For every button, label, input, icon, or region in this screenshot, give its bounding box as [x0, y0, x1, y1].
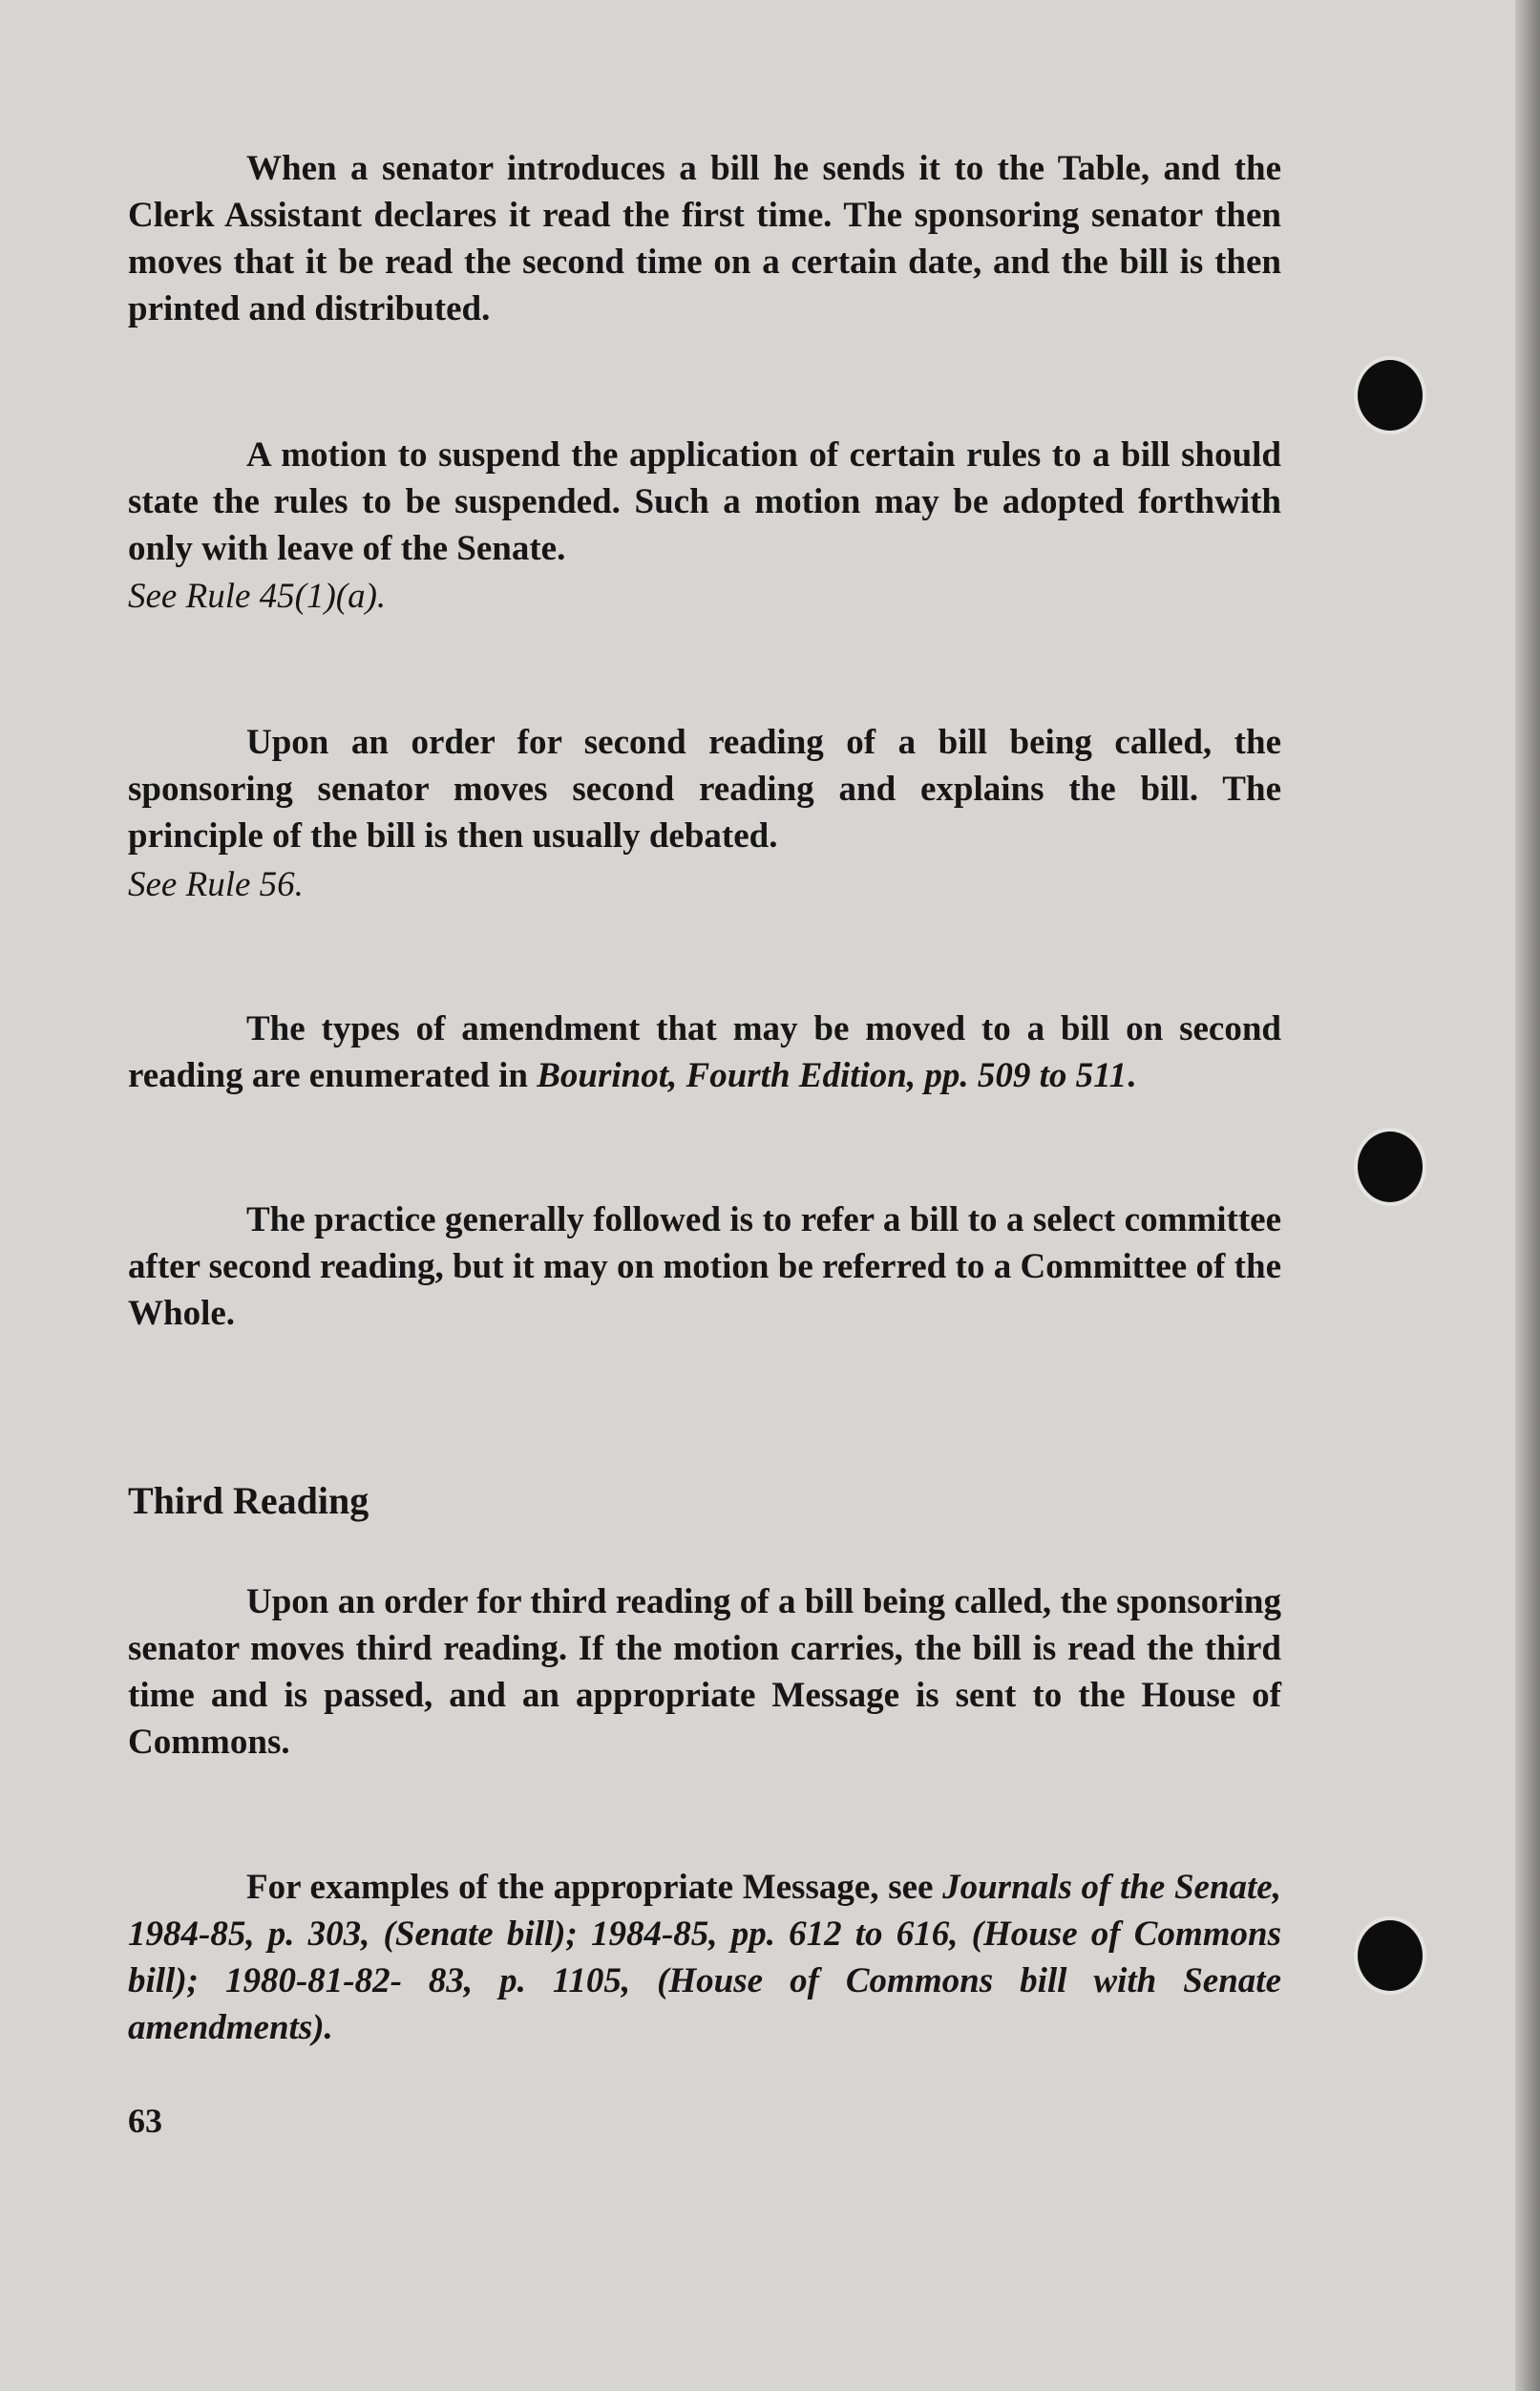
reference-rule-56: See Rule 56.: [128, 865, 304, 904]
paragraph-message-examples: [128, 1864, 1281, 2051]
punch-hole-middle: [1358, 1132, 1423, 1202]
paragraph-third-reading: Upon an order for third reading of a bill being called, the sponsoring senator moves third reading. If the motion carries, the bill is read the third time and is passed, and an appropriate Message is sent to the House of Commons.: [128, 1582, 1281, 1762]
journals-reference: Journals of the Senate, 1984-85, p. 303, (Senate bill); 1984-85, pp. 612 to 616, (House of Commons bill); 1980-81-82- 83, p. 1105, (House of Commons bill with Senate amendments).: [128, 1868, 1281, 2047]
paragraph-suspend-rules: A motion to suspend the application of certain rules to a bill should state the rules to be suspended. Such a motion may be adopted forthwith only with leave of the Senate.: [128, 435, 1281, 568]
paragraph-first-reading: When a senator introduces a bill he sends it to the Table, and the Clerk Assistant declares it read the first time. The sponsoring senator then moves that it be read the second time on a certain date, and the bill is then printed and distributed.: [128, 149, 1281, 328]
paragraph-second-reading: Upon an order for second reading of a bill being called, the sponsoring senator moves second reading and explains the bill. The principle of the bill is then usually debated.: [128, 723, 1281, 856]
punch-hole-top: [1358, 360, 1423, 431]
examples-text: For examples of the appropriate Message, see: [246, 1868, 943, 1907]
reference-rule-45: See Rule 45(1)(a).: [128, 577, 387, 616]
bourinot-reference: Bourinot, Fourth Edition, pp. 509 to 511: [537, 1056, 1128, 1095]
page-number: 63: [128, 2102, 162, 2140]
punch-hole-bottom: [1358, 1920, 1423, 1991]
paragraph-committee-referral: The practice generally followed is to refer a bill to a select committee after second reading, but it may on motion be referred to a Committee of the Whole.: [128, 1200, 1281, 1333]
amendment-period: .: [1127, 1056, 1136, 1095]
section-heading-third-reading: Third Reading: [128, 1479, 369, 1522]
paragraph-amendment-types: [128, 1005, 1281, 1099]
amendment-text: The types of amendment that may be moved to a bill on second reading are enumerated in: [128, 1009, 1281, 1095]
page-edge-shadow: [1515, 0, 1540, 2391]
